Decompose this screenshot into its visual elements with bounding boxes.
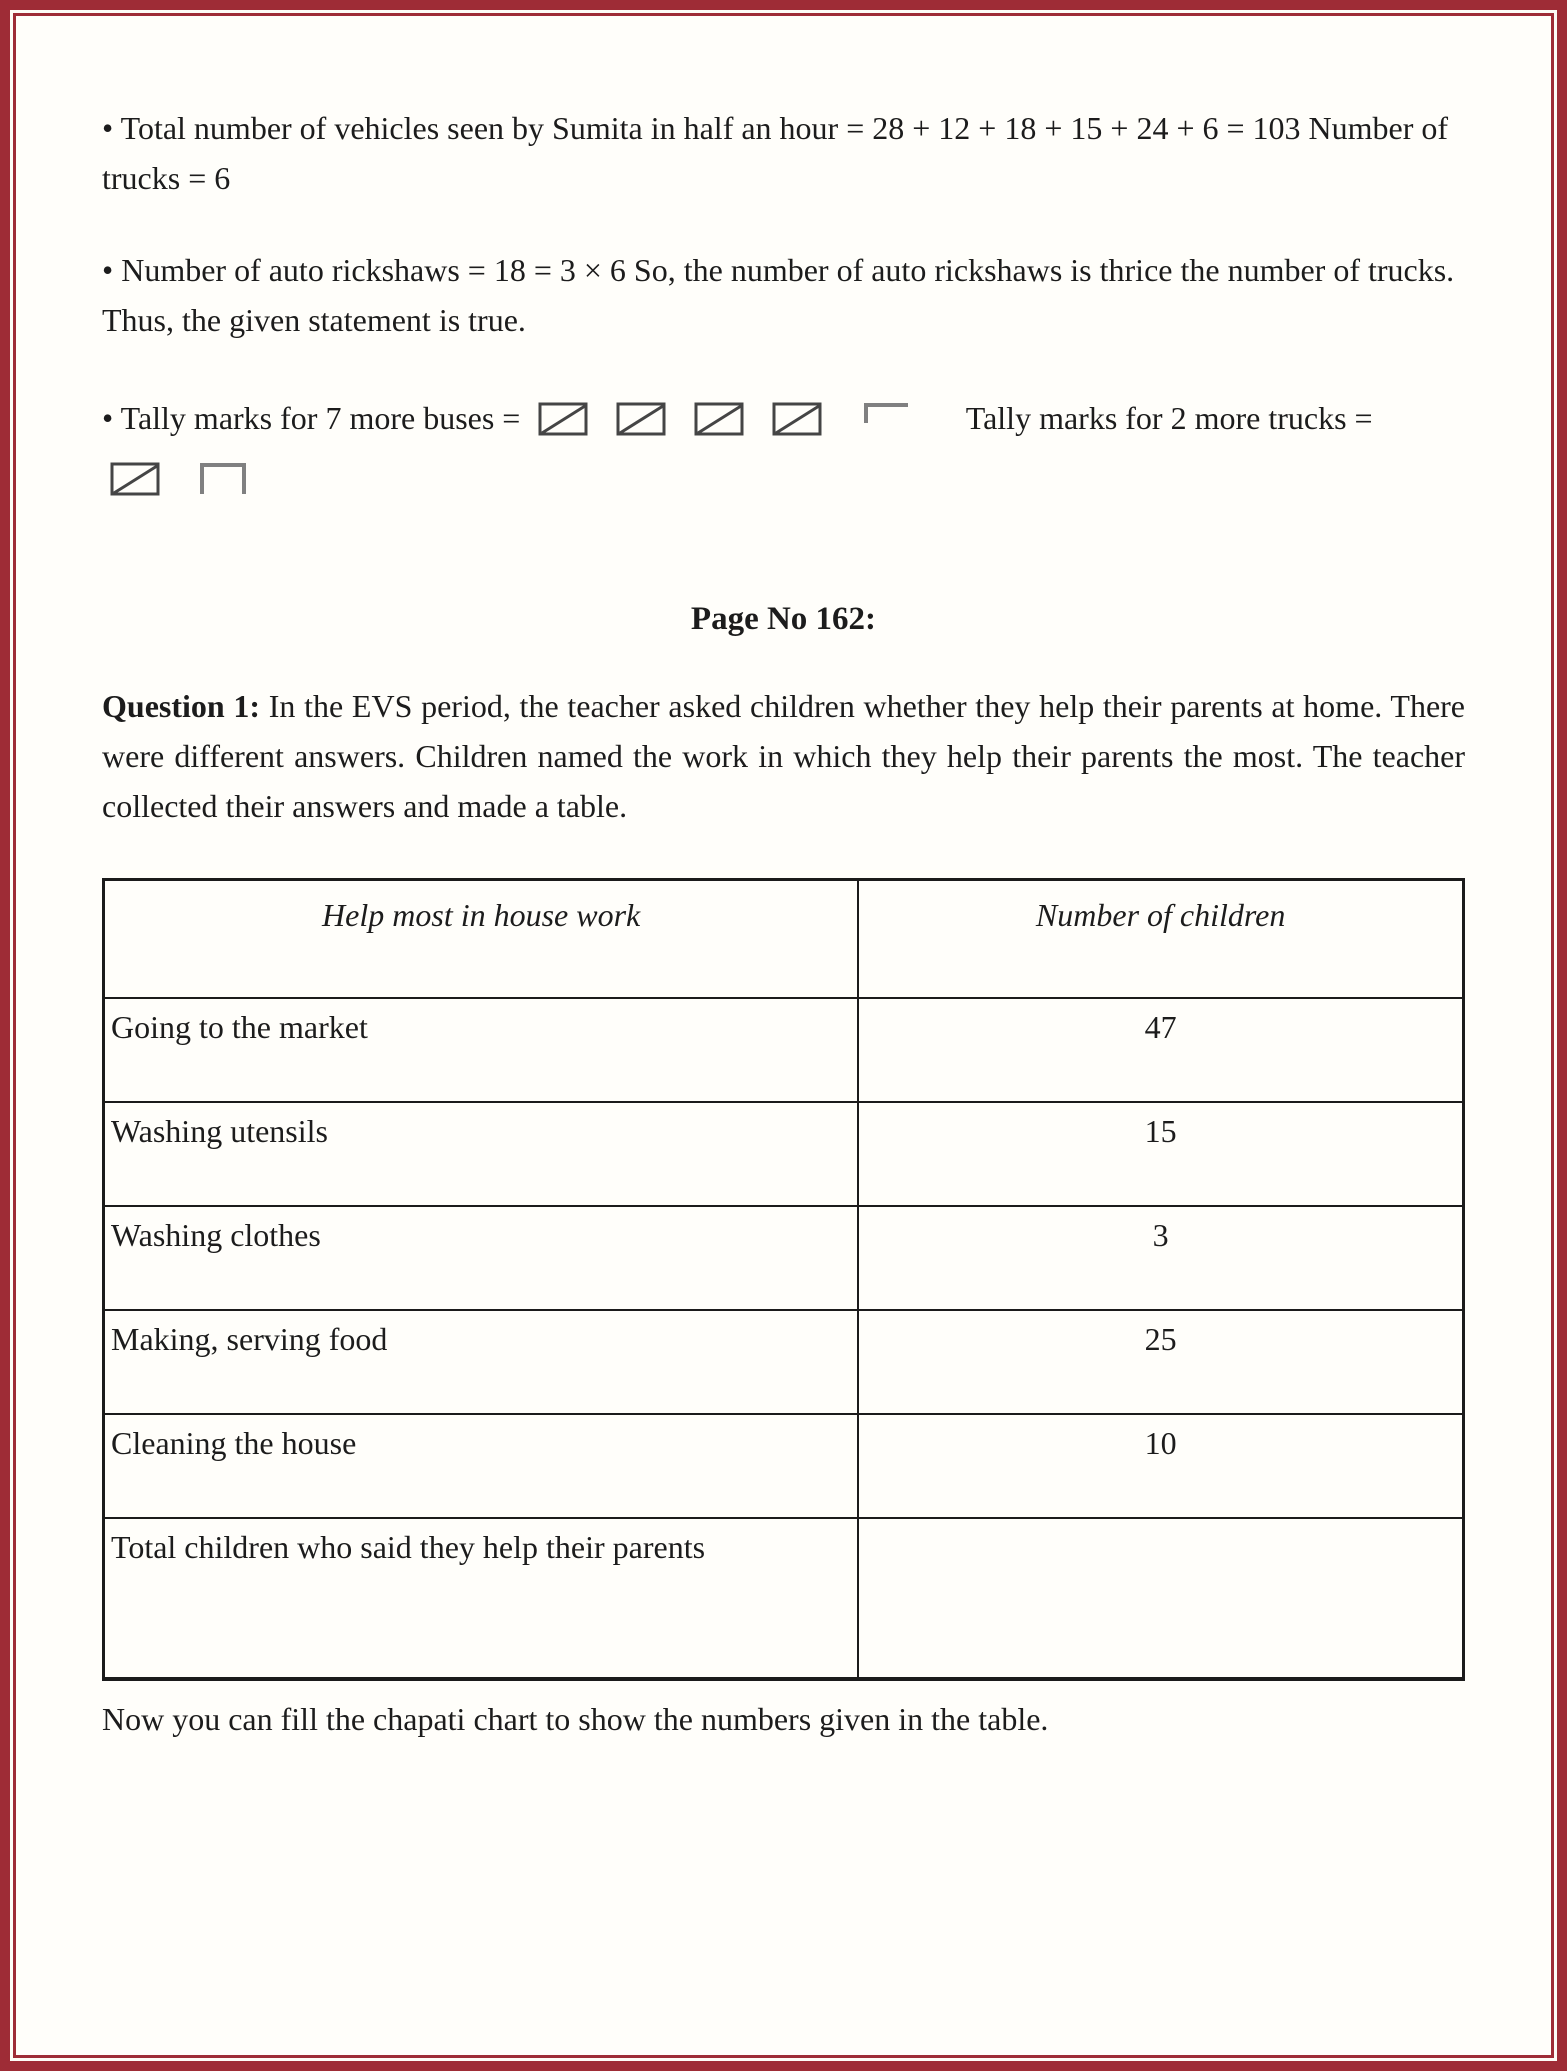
table-row-total: [104, 1518, 1464, 1679]
table-cell-value: 10: [858, 1414, 1463, 1518]
table-header-row: [104, 879, 1464, 998]
table-cell-label: Washing clothes: [104, 1206, 859, 1310]
tally-box-diagonal-icon: [110, 461, 160, 497]
help-housework-table: [102, 878, 1465, 1681]
table-header-activity: Help most in house work: [104, 879, 859, 998]
table-cell-value: 47: [858, 998, 1463, 1102]
bullet-auto-rickshaws: • Number of auto rickshaws = 18 = 3 × 6 So, the number of auto rickshaws is thrice the number of trucks. Thus, the given statement is true.: [102, 251, 1455, 338]
table-row: [104, 1102, 1464, 1206]
tally-box-diagonal-icon: [538, 401, 588, 437]
table-cell-label: Washing utensils: [104, 1102, 859, 1206]
table-cell-value: 25: [858, 1310, 1463, 1414]
table-cell-value: [858, 1518, 1463, 1679]
tally-corner-icon: [862, 401, 912, 437]
question-paragraph: [102, 682, 1465, 832]
table-cell-label: Total children who said they help their parents: [104, 1518, 859, 1679]
chapati-chart-note: Now you can fill the chapati chart to show the numbers given in the table.: [102, 1700, 1049, 1737]
table-cell-value: 15: [858, 1102, 1463, 1206]
tally-box-diagonal-icon: [772, 401, 822, 437]
tally-box-diagonal-icon: [616, 401, 666, 437]
table-header-count: Number of children: [858, 879, 1463, 998]
table-row: [104, 1414, 1464, 1518]
table-row: [104, 1206, 1464, 1310]
page-number-heading: Page No 162:: [690, 601, 877, 638]
bullet-tally-marks: [102, 388, 1465, 510]
table-row: [104, 998, 1464, 1102]
table-cell-value: 3: [858, 1206, 1463, 1310]
table-cell-label: Cleaning the house: [104, 1414, 859, 1518]
tally-buses-label: • Tally marks for 7 more buses =: [102, 399, 521, 436]
tally-box-diagonal-icon: [694, 401, 744, 437]
table-row: [104, 1310, 1464, 1414]
question-text: In the EVS period, the teacher asked children whether they help their parents at home. There were different answers. Children named the work in which they help their parents the most. The teacher collected their answers and made a table.: [102, 688, 1466, 825]
bullet-vehicles-total: • Total number of vehicles seen by Sumita in half an hour = 28 + 12 + 18 + 15 + 24 + 6 = 103 Number of trucks = 6: [102, 110, 1449, 196]
tally-box-open-icon: [198, 461, 248, 497]
page-frame: [13, 13, 1554, 2058]
question-label: Question 1:: [102, 688, 261, 725]
table-cell-label: Going to the market: [104, 998, 859, 1102]
table-cell-label: Making, serving food: [104, 1310, 859, 1414]
tally-trucks-label: Tally marks for 2 more trucks =: [965, 399, 1373, 436]
